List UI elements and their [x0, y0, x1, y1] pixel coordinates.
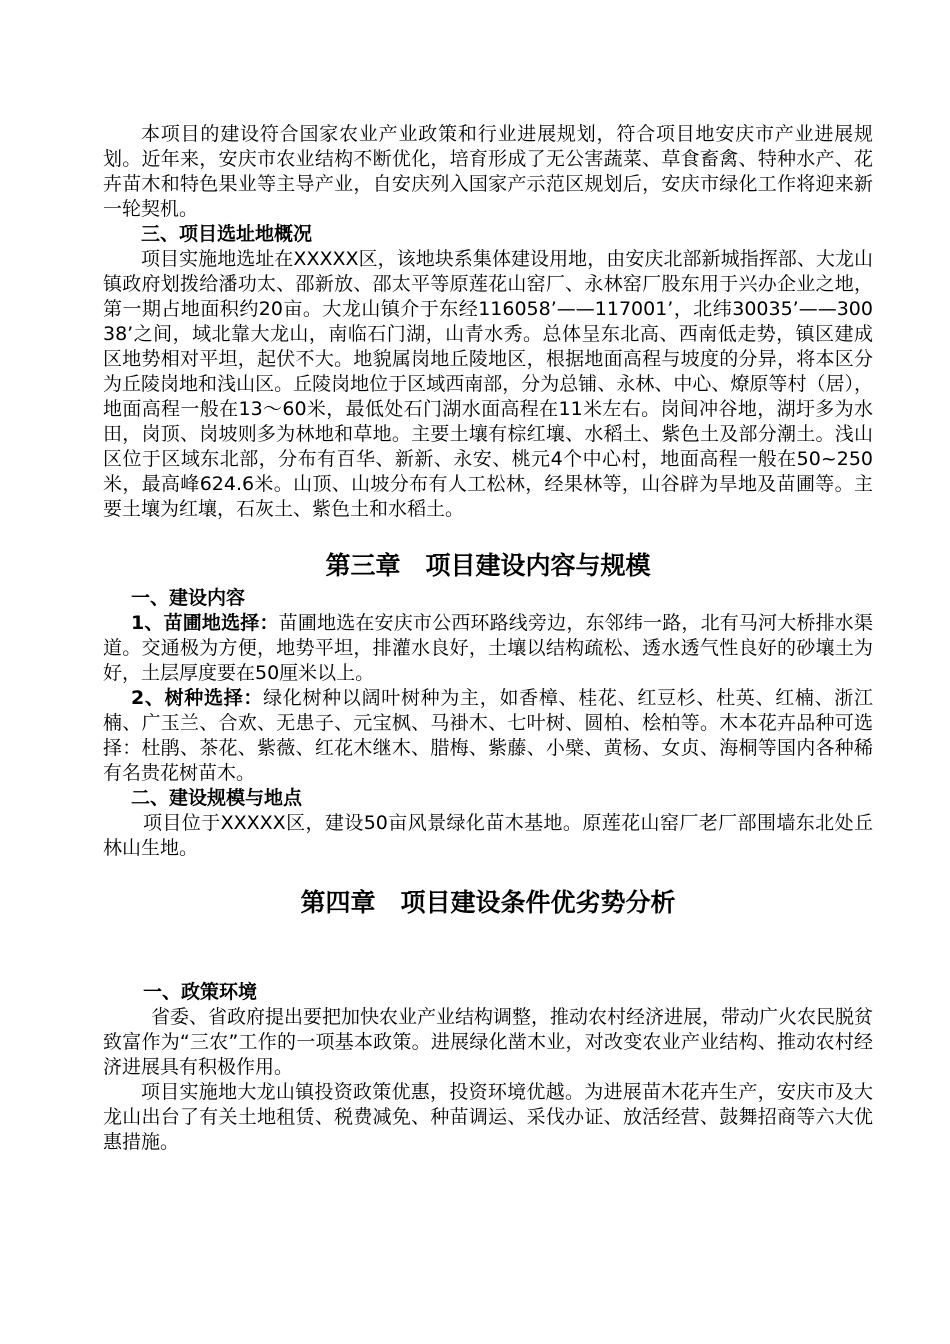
scale-location-heading: 二、建设规模与地点: [131, 787, 303, 809]
tree-species-text: 绿化树种以阔叶树种为主，如香樟、桂花、红豆杉、杜英、红楠、浙江楠、广玉兰、合欢、无患子、元宝枫、马褂木、七叶树、圆柏、桧柏等。木本花卉品种可选择：杜鹃、茶花、紫薇、红花木继木、腊梅、紫藤、小檗、黄杨、女贞、海桐等国内各种稀有名贵花树苗木。: [103, 687, 873, 784]
policy-environment-paragraph-2: 项目实施地大龙山镇投资政策优惠，投资环境优越。为进展苗木花卉生产，安庆市及大龙山出台了有关土地租赁、税费减免、种苗调运、采伐办证、放活经营、鼓舞招商等六大优惠措施。: [103, 1081, 873, 1153]
construction-content-heading: 一、建设内容: [131, 587, 246, 609]
nursery-site-paragraph: [103, 611, 873, 686]
site-overview-heading: 三、项目选址地概况: [141, 223, 313, 245]
chapter4-title: 第四章 项目建设条件优劣势分析: [300, 888, 676, 917]
site-overview-paragraph: 项目实施地选址在XXXXX区，该地块系集体建设用地，由安庆北部新城指挥部、大龙山镇政府划拨给潘功太、邵新放、邵太平等原莲花山窑厂、永林窑厂股东用于兴办企业之地，第一期占地面积约20亩。大龙山镇介于东经116058’——117001’，北纬30035’——30038’之间，域北靠大龙山，南临石门湖，山青水秀。总体呈东北高、西南低走势，镇区建成区地势相对平坦，起伏不大。地貌属岗地丘陵地区，根据地面高程与坡度的分异，将本区分为丘陵岗地和浅山区。丘陵岗地位于区域西南部，分为总铺、永林、中心、燎原等村（居），地面高程一般在13～60米，最低处石门湖水面高程在11米左右。岗间冲谷地，湖圩多为水田，岗顶、岗坡则多为林地和草地。主要土壤有棕红壤、水稻土、紫色土及部分潮土。浅山区位于区域东北部，分布有百华、新新、永安、桃元4个中心村，地面高程一般在50~250米，最高峰624.6米。山顶、山坡分布有人工松林，经果林等，山谷辟为旱地及苗圃等。主要土壤为红壤，石灰土、紫色土和水稻土。: [103, 248, 873, 520]
tree-species-paragraph: [103, 686, 873, 786]
policy-environment-heading: 一、政策环境: [143, 981, 258, 1003]
nursery-site-text: 苗圃地选在安庆市公西环路线旁边，东邻纬一路，北有马河大桥排水渠道。交通极为方便，地势平坦，排灌水良好，土壤以结构疏松、透水透气性良好的砂壤土为好，土层厚度要在50厘米以上。: [103, 612, 873, 684]
tree-species-label: 2、树种选择：: [131, 687, 264, 709]
document-page: [103, 122, 873, 1155]
chapter3-title: 第三章 项目建设内容与规模: [325, 551, 651, 580]
nursery-site-label: 1、苗圃地选择：: [131, 612, 279, 634]
policy-fit-paragraph: 本项目的建设符合国家农业产业政策和行业进展规划，符合项目地安庆市产业进展规划。近年来，安庆市农业结构不断优化，培育形成了无公害蔬菜、草食畜禽、特种水产、花卉苗木和特色果业等主导产业，自安庆列入国家产示范区规划后，安庆市绿化工作将迎来新一轮契机。: [103, 123, 873, 220]
scale-location-paragraph: 项目位于XXXXX区，建设50亩风景绿化苗木基地。原莲花山窑厂老厂部围墙东北处丘林山生地。: [103, 812, 873, 859]
policy-environment-paragraph-1: 省委、省政府提出要把加快农业产业结构调整，推动农村经济进展，带动广火农民脱贫致富作为“三农”工作的一项基本政策。进展绿化凿木业，对改变农业产业结构、推动农村经济进展具有积极作用。: [103, 1006, 874, 1078]
